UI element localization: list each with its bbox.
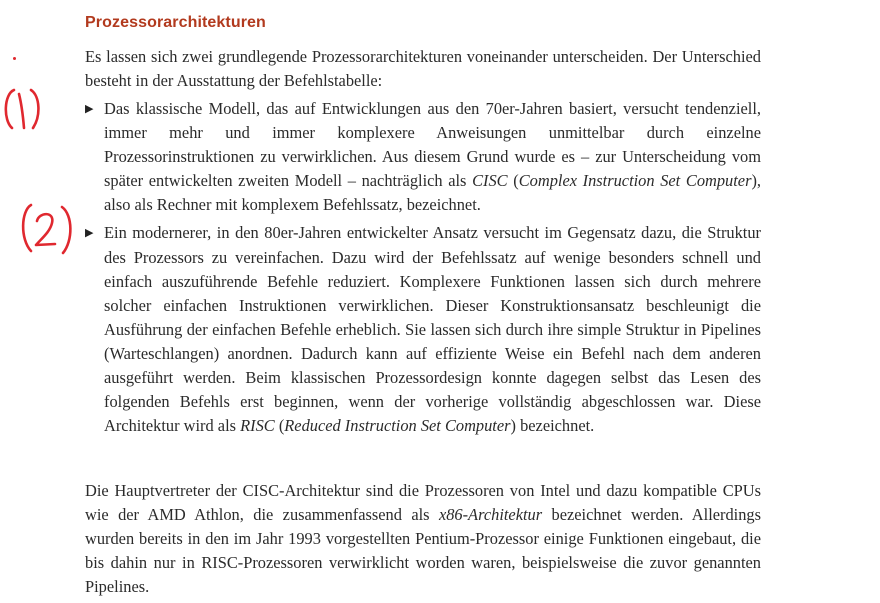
- intro-paragraph: Es lassen sich zwei grundlegende Prozessorarchitekturen voneinander unterscheiden. Der Unterschied besteht in der Ausstattung der Befehlstabelle:: [85, 47, 761, 91]
- handwritten-mark-1-icon: [0, 86, 52, 136]
- ink-dot-annotation: [13, 57, 16, 60]
- list-item-risc: [85, 221, 761, 438]
- outro-text: Die Hauptvertreter der CISC-Architektur sind die Prozessoren von Intel und dazu kompatible CPUs wie der AMD Athlon, die zusammenfassend als: [85, 481, 761, 525]
- term-risc: RISC: [240, 416, 275, 436]
- bullet-triangle-icon: ▶: [85, 227, 94, 240]
- list-item-text-end: ) bezeichnet.: [510, 416, 595, 436]
- list-item-text: Ein modernerer, in den 80er-Jahren entwickelter Ansatz versucht im Gegensatz dazu, die Struktur des Prozessors zu vereinfachen. Dazu wird der Befehlssatz auf wenige besonders schnell und einfach auszuführende Befehle reduziert. Komplexere Funktionen lassen sich durch mehrere solcher einfachen Instruktionen verwirklichen. Dieser Konstruktionsansatz beschleunigt die Ausführung der einfachen Befehle erheblich. Sie lassen sich durch ihre simple Struktur in Pipelines (Warteschlangen) anordnen. Dadurch kann auf effiziente Weise ein Befehl nach dem anderen ausgeführt werden. Beim klassischen Prozessordesign konnte dagegen selbst das Lesen des folgenden Befehls erst beginnen, wenn der vorherige vollständig abgeschlossen war. Diese Architektur wird als: [104, 223, 761, 436]
- section-heading: Prozessorarchitekturen: [85, 14, 266, 31]
- term-x86: x86-Architektur: [438, 505, 543, 525]
- architecture-list: [85, 97, 761, 438]
- list-item-text: Das klassische Modell, das auf Entwicklungen aus den 70er-Jahren basiert, versucht tendenziell, immer mehr und immer komplexere Anweisungen unmittelbar durch einzelne Prozessorinstruktionen zu verwirklichen. Aus diesem Grund wurde es – zur Unterscheidung vom später entwickelten zweiten Modell – nachträglich als: [104, 99, 761, 191]
- paren-open: (: [507, 171, 519, 191]
- handwritten-mark-2-icon: [17, 201, 77, 259]
- term-cisc: CISC: [472, 171, 508, 191]
- list-item-cisc: [85, 97, 761, 217]
- bullet-triangle-icon: ▶: [85, 103, 94, 115]
- paren-open: (: [274, 416, 285, 436]
- term-expansion: Reduced Instruction Set Computer: [284, 416, 511, 436]
- outro-paragraph: [85, 479, 761, 599]
- outro-text-end: bezeichnet werden. Allerdings wurden bereits in den im Jahr 1993 vorgestellten Pentium-Prozessor einige Funktionen eingebaut, die bis dahin nur in RISC-Prozessoren verwirklicht worden waren, beispielsweise die zuvor genannten Pipelines.: [85, 505, 761, 597]
- list-item-text-end: ), also als Rechner mit komplexem Befehlssatz, bezeichnet.: [104, 171, 762, 215]
- term-expansion: Complex Instruction Set Computer: [518, 171, 752, 191]
